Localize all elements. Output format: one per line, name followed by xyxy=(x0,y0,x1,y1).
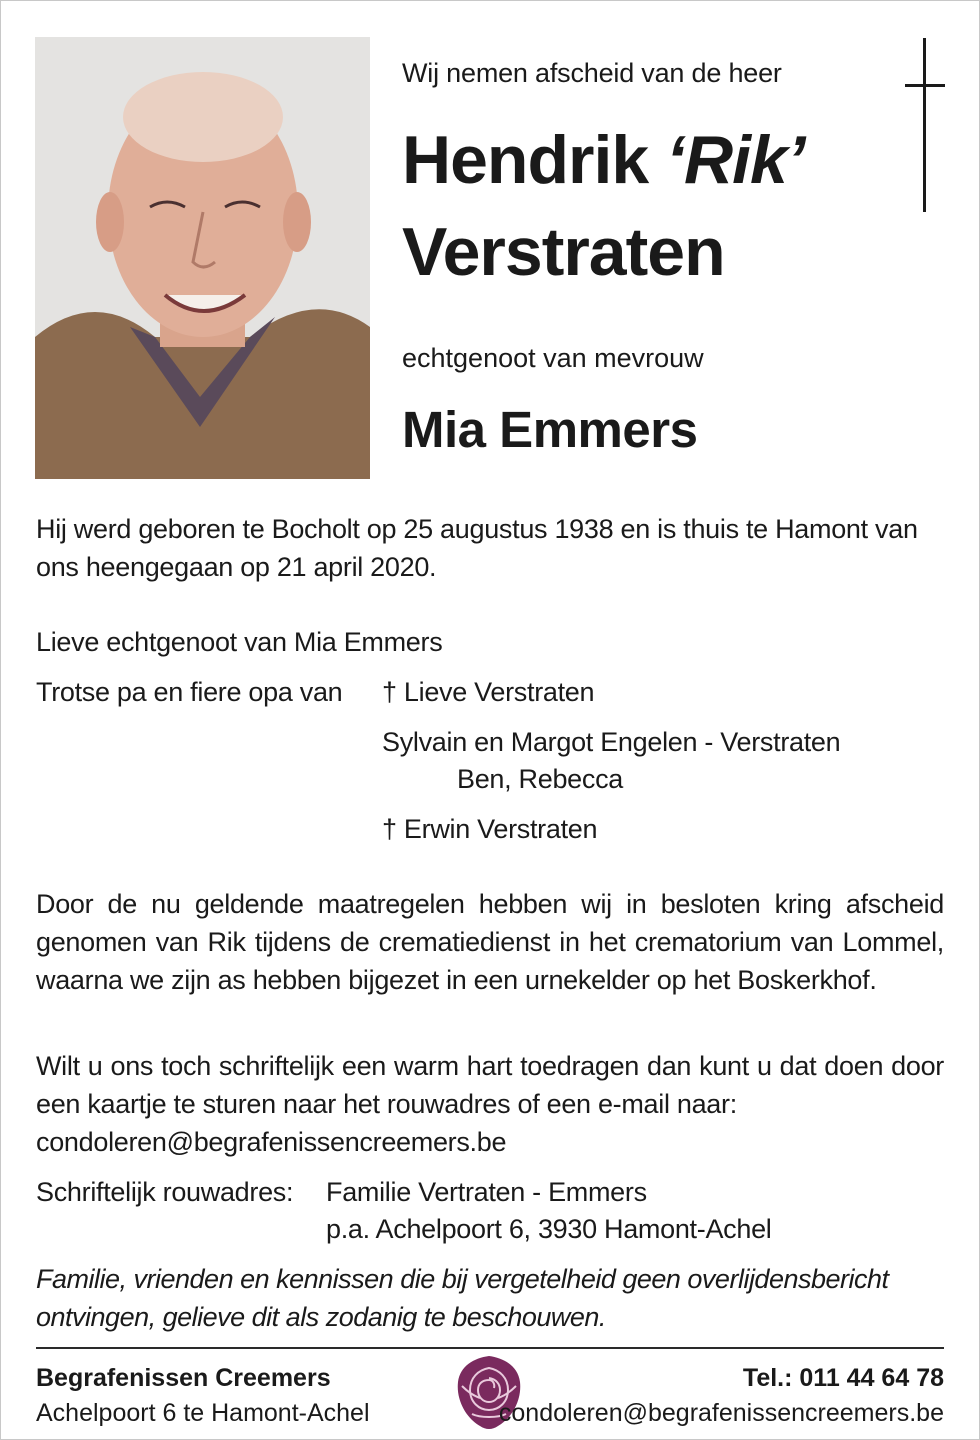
spouse-name: Mia Emmers xyxy=(402,401,698,458)
condolence-paragraph: Wilt u ons toch schriftelijk een warm hart toedragen dan kunt u dat doen door een kaartje te sturen naar het rouwadres of een e-mail naar: xyxy=(36,1051,944,1119)
grandchildren: Ben, Rebecca xyxy=(457,764,624,794)
children-label: Trotse pa en fiere opa van xyxy=(36,677,343,707)
condolence-email[interactable]: condoleren@begrafenissencreemers.be xyxy=(36,1127,507,1157)
service-paragraph: Door de nu geldende maatregelen hebben wij in besloten kring afscheid genomen van Rik tijdens de crematiedienst in het crematorium van Lommel, waarna we zijn as hebben bijgezet in een urnekelder op het Boskerkhof. xyxy=(36,889,944,995)
funeral-home-phone[interactable]: Tel.: 011 44 64 78 xyxy=(742,1364,944,1392)
latin-cross-icon xyxy=(905,38,945,212)
spouse-intro: echtgenoot van mevrouw xyxy=(402,343,704,373)
notice-note: Familie, vrienden en kennissen die bij vergetelheid geen overlijdensbericht ontvingen, gelieve dit als zodanig te beschouwen. xyxy=(36,1264,889,1332)
deceased-first-name: Hendrik xyxy=(402,122,649,198)
child-1: † Lieve Verstraten xyxy=(382,677,595,707)
funeral-home-address: Achelpoort 6 te Hamont-Achel xyxy=(36,1399,370,1427)
footer-divider xyxy=(36,1347,944,1349)
address-line-2: p.a. Achelpoort 6, 3930 Hamont-Achel xyxy=(326,1214,772,1244)
spouse-line: Lieve echtgenoot van Mia Emmers xyxy=(36,627,443,657)
deceased-nickname: ‘Rik’ xyxy=(666,122,805,198)
funeral-home-name: Begrafenissen Creemers xyxy=(36,1364,331,1392)
announcement-intro: Wij nemen afscheid van de heer xyxy=(402,58,782,88)
address-line-1: Familie Vertraten - Emmers xyxy=(326,1177,647,1207)
portrait-photo xyxy=(35,37,370,479)
birth-death-paragraph: Hij werd geboren te Bocholt op 25 augustus 1938 en is thuis te Hamont van ons heengegaan op 21 april 2020. xyxy=(36,514,918,582)
address-label: Schriftelijk rouwadres: xyxy=(36,1177,294,1207)
deceased-first-name-line xyxy=(402,122,805,198)
child-3: † Erwin Verstraten xyxy=(382,814,598,844)
child-2: Sylvain en Margot Engelen - Verstraten xyxy=(382,727,841,757)
deceased-last-name: Verstraten xyxy=(402,214,725,290)
funeral-home-email[interactable]: condoleren@begrafenissencreemers.be xyxy=(498,1399,944,1427)
